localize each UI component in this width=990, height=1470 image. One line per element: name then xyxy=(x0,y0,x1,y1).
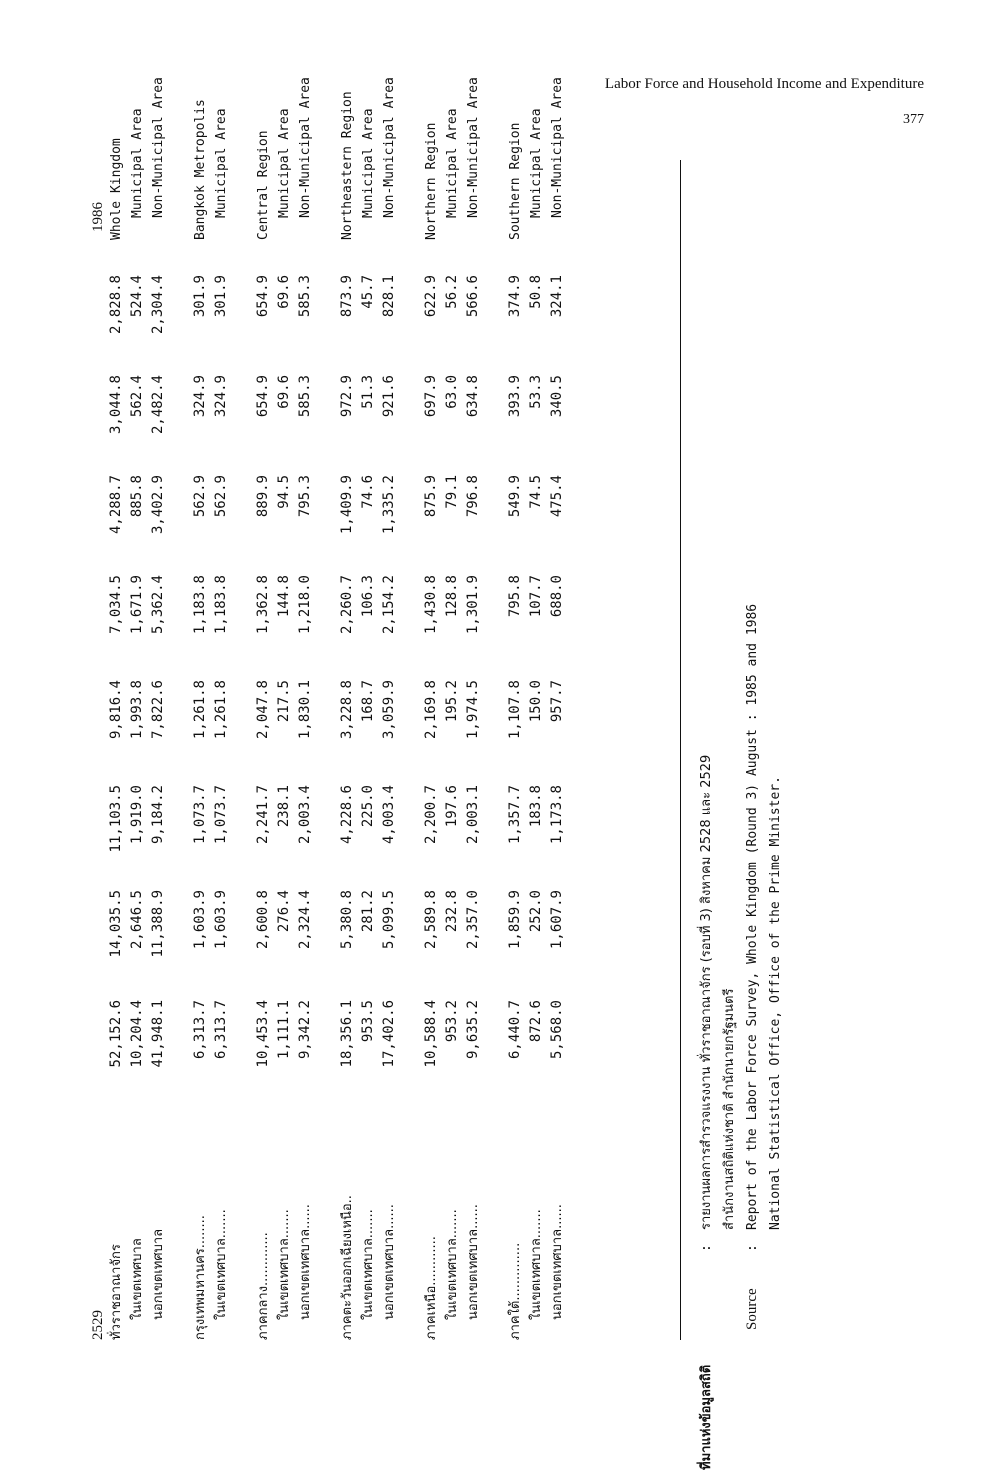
table-cell: 828.1 xyxy=(381,275,397,318)
table-cell: 2,003.1 xyxy=(465,785,481,845)
table-cell: 14,035.5 xyxy=(108,890,124,958)
table-cell: 562.9 xyxy=(192,475,208,518)
table-row xyxy=(295,77,316,1340)
english-area-label: Municipal Area xyxy=(130,108,145,218)
table-cell: 562.9 xyxy=(213,475,229,518)
thai-area-label: ภาคตะวันออกเฉียงเหนือ.. xyxy=(340,1195,355,1340)
english-area-label: Northeastern Region xyxy=(340,91,355,240)
table-cell: 1,183.8 xyxy=(213,575,229,635)
table-cell: 324.9 xyxy=(192,375,208,418)
table-cell: 5,568.0 xyxy=(549,1000,565,1060)
table-cell: 1,919.0 xyxy=(129,785,145,845)
table-cell: 94.5 xyxy=(276,475,292,509)
group-spacer xyxy=(316,140,337,1340)
english-area-label: Municipal Area xyxy=(277,108,292,218)
table-cell: 63.0 xyxy=(444,375,460,409)
table-cell: 168.7 xyxy=(360,680,376,723)
table-cell: 53.3 xyxy=(528,375,544,409)
table-row xyxy=(337,91,358,1340)
table-cell: 524.4 xyxy=(129,275,145,318)
source-english-line1: Report of the Labor Force Survey, Whole Kingdom (Round 3) August : 1985 and 1986 xyxy=(745,603,760,1230)
running-title: Labor Force and Household Income and Expenditure xyxy=(604,76,924,92)
table-cell: 872.6 xyxy=(528,1000,544,1043)
table-cell: 106.3 xyxy=(360,575,376,618)
english-area-label: Non-Municipal Area xyxy=(466,77,481,218)
table-cell: 585.3 xyxy=(297,375,313,418)
table-cell: 276.4 xyxy=(276,890,292,933)
table-cell: 18,356.1 xyxy=(339,1000,355,1068)
table-cell: 1,409.9 xyxy=(339,475,355,535)
english-area-label: Non-Municipal Area xyxy=(382,77,397,218)
table-cell: 2,169.8 xyxy=(423,680,439,740)
table-cell: 393.9 xyxy=(507,375,523,418)
table-cell: 52,152.6 xyxy=(108,1000,124,1068)
table-cell: 953.5 xyxy=(360,1000,376,1043)
table-cell: 9,816.4 xyxy=(108,680,124,740)
table-cell: 549.9 xyxy=(507,475,523,518)
table-cell: 2,200.7 xyxy=(423,785,439,845)
table-cell: 150.0 xyxy=(528,680,544,723)
table-cell: 340.5 xyxy=(549,375,565,418)
table-cell: 5,362.4 xyxy=(150,575,166,635)
table-cell: 1,301.9 xyxy=(465,575,481,635)
group-spacer xyxy=(400,140,421,1340)
table-cell: 3,059.9 xyxy=(381,680,397,740)
thai-area-label: กรุงเทพมหานคร........ xyxy=(193,1215,208,1340)
table-cell: 324.1 xyxy=(549,275,565,318)
table-cell: 281.2 xyxy=(360,890,376,933)
table-cell: 475.4 xyxy=(549,475,565,518)
table-cell: 634.8 xyxy=(465,375,481,418)
group-spacer xyxy=(169,140,190,1340)
table-cell: 1,671.9 xyxy=(129,575,145,635)
english-area-label: Non-Municipal Area xyxy=(151,77,166,218)
table-cell: 1,859.9 xyxy=(507,890,523,950)
table-cell: 232.8 xyxy=(444,890,460,933)
thai-area-label: ภาคเหนือ............ xyxy=(424,1236,439,1340)
source-english-row-2 xyxy=(764,170,787,1320)
english-area-label: Bangkok Metropolis xyxy=(193,99,208,240)
table-cell: 45.7 xyxy=(360,275,376,309)
table-row xyxy=(526,108,547,1340)
english-area-label: Northern Region xyxy=(424,122,439,240)
table-cell: 10,453.4 xyxy=(255,1000,271,1068)
table-cell: 1,173.8 xyxy=(549,785,565,845)
source-note xyxy=(695,170,787,1470)
table-cell: 1,111.1 xyxy=(276,1000,292,1060)
source-thai-line2: สำนักงานสถิติแห่งชาติ สำนักนายกรัฐมนตรี xyxy=(722,988,737,1230)
source-thai-row-2 xyxy=(718,170,741,1320)
table-cell: 197.6 xyxy=(444,785,460,828)
table-cell: 1,603.9 xyxy=(213,890,229,950)
english-area-label: Non-Municipal Area xyxy=(550,77,565,218)
table-cell: 1,335.2 xyxy=(381,475,397,535)
table-cell: 195.2 xyxy=(444,680,460,723)
table-row xyxy=(505,122,526,1340)
table-cell: 238.1 xyxy=(276,785,292,828)
source-english-line2: National Statistical Office, Office of the Prime Minister. xyxy=(768,776,783,1230)
table-cell: 9,184.2 xyxy=(150,785,166,845)
table-row xyxy=(148,77,169,1340)
table-cell: 1,830.1 xyxy=(297,680,313,740)
thai-area-label: นอกเขตเทศบาล...... xyxy=(382,1204,397,1320)
table-cell: 2,304.4 xyxy=(150,275,166,335)
thai-area-label: ภาคใต้.............. xyxy=(508,1242,523,1340)
source-english-row xyxy=(741,170,764,1330)
table-cell: 56.2 xyxy=(444,275,460,309)
english-area-label: Municipal Area xyxy=(445,108,460,218)
table-cell: 1,430.8 xyxy=(423,575,439,635)
table-cell: 562.4 xyxy=(129,375,145,418)
table-cell: 875.9 xyxy=(423,475,439,518)
data-table xyxy=(106,77,568,1340)
table-row xyxy=(106,140,127,1340)
table-cell: 1,357.7 xyxy=(507,785,523,845)
table-cell: 301.9 xyxy=(192,275,208,318)
table-row xyxy=(190,99,211,1340)
thai-area-label: ในเขตเทศบาล....... xyxy=(277,1209,292,1320)
table-cell: 688.0 xyxy=(549,575,565,618)
table-cell: 9,342.2 xyxy=(297,1000,313,1060)
source-thai-line1: รายงานผลการสำรวจแรงงาน ทั่วราชอาณาจักร (รอบที่ 3) สิงหาคม 2528 และ 2529 xyxy=(699,754,714,1230)
table-cell: 4,288.7 xyxy=(108,475,124,535)
table-cell: 1,261.8 xyxy=(192,680,208,740)
table-cell: 69.6 xyxy=(276,275,292,309)
thai-area-label: ในเขตเทศบาล....... xyxy=(361,1209,376,1320)
table-cell: 301.9 xyxy=(213,275,229,318)
source-thai-label: ที่มาแห่งข้อมูลสถิติ xyxy=(699,1364,714,1470)
english-area-label: Whole Kingdom xyxy=(109,138,124,240)
table-cell: 2,646.5 xyxy=(129,890,145,950)
english-area-label: Non-Municipal Area xyxy=(298,77,313,218)
table-cell: 6,440.7 xyxy=(507,1000,523,1060)
table-cell: 5,380.8 xyxy=(339,890,355,950)
table-cell: 4,003.4 xyxy=(381,785,397,845)
table-cell: 697.9 xyxy=(423,375,439,418)
table-cell: 889.9 xyxy=(255,475,271,518)
thai-area-label: นอกเขตเทศบาล...... xyxy=(550,1204,565,1320)
table-row xyxy=(253,130,274,1340)
table-cell: 6,313.7 xyxy=(213,1000,229,1060)
source-english-colon: : xyxy=(745,1244,760,1252)
table-cell: 1,993.8 xyxy=(129,680,145,740)
thai-area-label: ทั่วราชอาณาจักร xyxy=(109,1244,124,1340)
table-cell: 921.6 xyxy=(381,375,397,418)
table-cell: 795.3 xyxy=(297,475,313,518)
table-cell: 873.9 xyxy=(339,275,355,318)
table-cell: 225.0 xyxy=(360,785,376,828)
table-cell: 2,324.4 xyxy=(297,890,313,950)
table-cell: 69.6 xyxy=(276,375,292,409)
table-cell: 2,154.2 xyxy=(381,575,397,635)
table-cell: 957.7 xyxy=(549,680,565,723)
table-cell: 795.8 xyxy=(507,575,523,618)
thai-area-label: นอกเขตเทศบาล xyxy=(151,1228,166,1320)
table-cell: 374.9 xyxy=(507,275,523,318)
year-english-heading: 1986 xyxy=(90,202,106,232)
table-cell: 144.8 xyxy=(276,575,292,618)
source-thai-colon: : xyxy=(699,1244,714,1252)
table-cell: 74.6 xyxy=(360,475,376,509)
table-cell: 50.8 xyxy=(528,275,544,309)
table-cell: 2,260.7 xyxy=(339,575,355,635)
table-cell: 1,607.9 xyxy=(549,890,565,950)
table-cell: 566.6 xyxy=(465,275,481,318)
table-cell: 1,218.0 xyxy=(297,575,313,635)
table-cell: 972.9 xyxy=(339,375,355,418)
table-cell: 953.2 xyxy=(444,1000,460,1043)
table-row xyxy=(274,108,295,1340)
table-cell: 3,228.8 xyxy=(339,680,355,740)
table-cell: 107.7 xyxy=(528,575,544,618)
thai-area-label: ในเขตเทศบาล....... xyxy=(529,1209,544,1320)
page-number: 377 xyxy=(903,112,924,127)
table-cell: 4,228.6 xyxy=(339,785,355,845)
table-cell: 585.3 xyxy=(297,275,313,318)
table-cell: 10,204.4 xyxy=(129,1000,145,1068)
table-cell: 217.5 xyxy=(276,680,292,723)
thai-area-label: ในเขตเทศบาล....... xyxy=(445,1209,460,1320)
source-thai-row xyxy=(695,170,718,1470)
table-cell: 10,588.4 xyxy=(423,1000,439,1068)
table-cell: 2,828.8 xyxy=(108,275,124,335)
thai-area-label: นอกเขตเทศบาล...... xyxy=(466,1204,481,1320)
source-english-label: Source xyxy=(744,1288,760,1330)
table-cell: 11,388.9 xyxy=(150,890,166,958)
table-cell: 1,974.5 xyxy=(465,680,481,740)
table-cell: 885.8 xyxy=(129,475,145,518)
table-cell: 79.1 xyxy=(444,475,460,509)
year-thai-heading: 2529 xyxy=(90,1310,106,1340)
table-cell: 9,635.2 xyxy=(465,1000,481,1060)
table-row xyxy=(547,77,568,1340)
table-cell: 654.9 xyxy=(255,275,271,318)
table-cell: 74.5 xyxy=(528,475,544,509)
table-cell: 17,402.6 xyxy=(381,1000,397,1068)
group-spacer xyxy=(484,140,505,1340)
table-cell: 7,034.5 xyxy=(108,575,124,635)
table-cell: 41,948.1 xyxy=(150,1000,166,1068)
thai-area-label: นอกเขตเทศบาล...... xyxy=(298,1204,313,1320)
table-cell: 5,099.5 xyxy=(381,890,397,950)
table-cell: 7,822.6 xyxy=(150,680,166,740)
table-cell: 3,402.9 xyxy=(150,475,166,535)
table-cell: 1,073.7 xyxy=(213,785,229,845)
english-area-label: Southern Region xyxy=(508,122,523,240)
table-cell: 2,047.8 xyxy=(255,680,271,740)
table-cell: 622.9 xyxy=(423,275,439,318)
english-area-label: Municipal Area xyxy=(361,108,376,218)
group-spacer xyxy=(232,140,253,1340)
table-row xyxy=(442,108,463,1340)
table-row xyxy=(463,77,484,1340)
table-cell: 51.3 xyxy=(360,375,376,409)
table-row xyxy=(211,108,232,1340)
table-cell: 6,313.7 xyxy=(192,1000,208,1060)
table-cell: 11,103.5 xyxy=(108,785,124,853)
table-cell: 1,603.9 xyxy=(192,890,208,950)
table-cell: 2,589.8 xyxy=(423,890,439,950)
table-row xyxy=(358,108,379,1340)
table-row xyxy=(379,77,400,1340)
table-cell: 2,600.8 xyxy=(255,890,271,950)
table-cell: 1,183.8 xyxy=(192,575,208,635)
table-cell: 183.8 xyxy=(528,785,544,828)
table-cell: 654.9 xyxy=(255,375,271,418)
table-cell: 3,044.8 xyxy=(108,375,124,435)
english-area-label: Municipal Area xyxy=(214,108,229,218)
table-cell: 1,107.8 xyxy=(507,680,523,740)
table-cell: 2,241.7 xyxy=(255,785,271,845)
table-cell: 2,003.4 xyxy=(297,785,313,845)
english-area-label: Municipal Area xyxy=(529,108,544,218)
english-area-label: Central Region xyxy=(256,130,271,240)
table-cell: 2,482.4 xyxy=(150,375,166,435)
table-cell: 1,261.8 xyxy=(213,680,229,740)
thai-area-label: ในเขตเทศบาล xyxy=(130,1238,145,1320)
table-cell: 128.8 xyxy=(444,575,460,618)
table-cell: 324.9 xyxy=(213,375,229,418)
table-cell: 1,362.8 xyxy=(255,575,271,635)
table-cell: 2,357.0 xyxy=(465,890,481,950)
table-cell: 252.0 xyxy=(528,890,544,933)
table-cell: 1,073.7 xyxy=(192,785,208,845)
thai-area-label: ภาคกลาง............. xyxy=(256,1232,271,1340)
table-row xyxy=(127,108,148,1340)
thai-area-label: ในเขตเทศบาล....... xyxy=(214,1209,229,1320)
footer-rule xyxy=(680,160,681,1340)
table-row xyxy=(421,122,442,1340)
table-cell: 796.8 xyxy=(465,475,481,518)
